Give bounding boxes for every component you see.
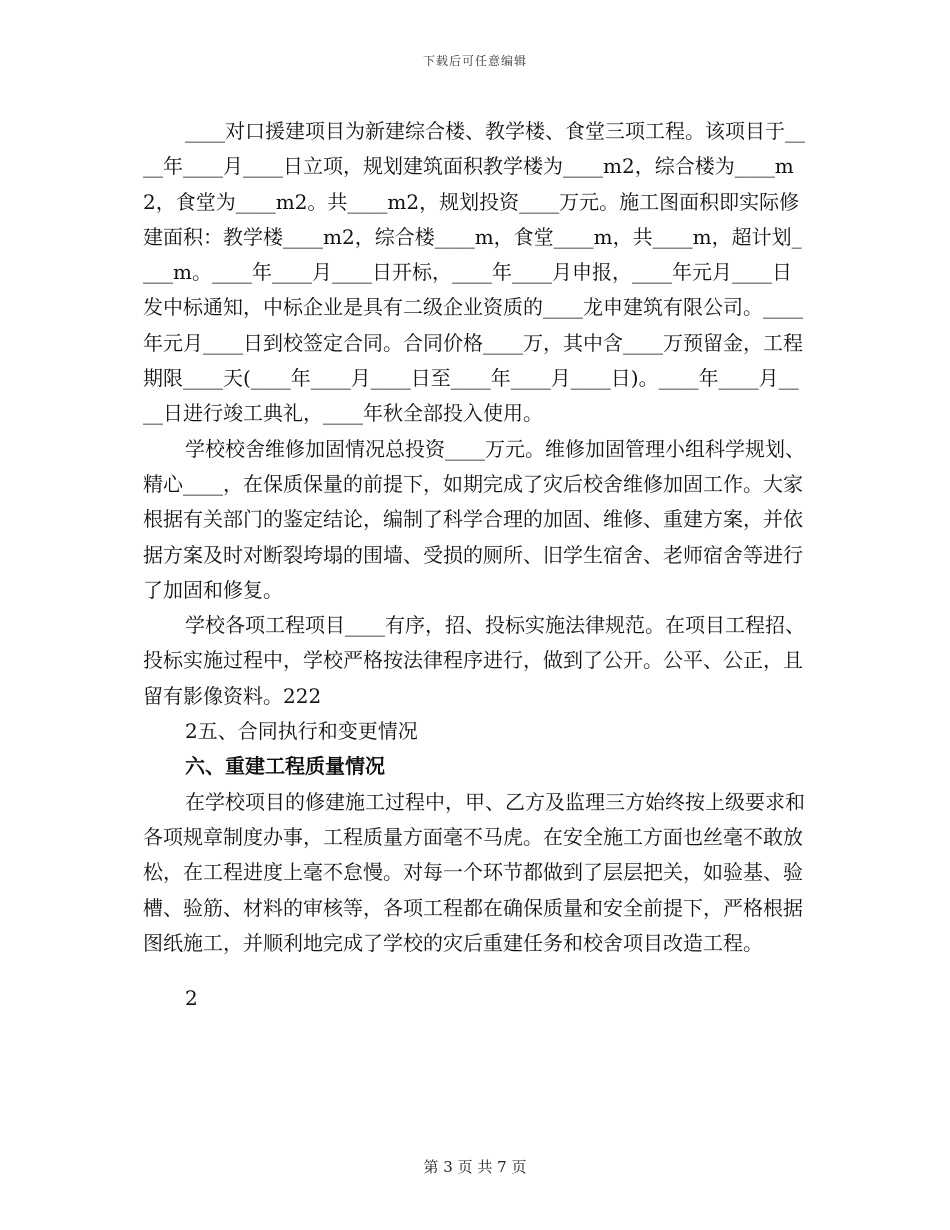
paragraph-bidding: 学校各项工程项目____有序，招、投标实施法律规范。在项目工程招、投标实施过程中，学校严格按法律程序进行，做到了公开。公平、公正，且留有影像资料。222 [143,613,805,708]
paragraph-project-overview: ____对口援建项目为新建综合楼、教学楼、食堂三项工程。该项目于____年____月____日立项，规划建筑面积教学楼为____m2，综合楼为____m2，食堂为____m2。共____m2，规划投资____万元。施工图面积即实际修建面积：教学楼____m2，综合楼____m，食堂____m，共____m，超计划____m。____年____月____日开标，____年____月申报，____年元月____日发中标通知，中标企业是具有二级企业资质的____龙申建筑有限公司。____年元月____日到校签定合同。合同价格____万，其中含____万预留金，工程期限____天(____年____月____日至____年____月____日)。____年____月____日进行竣工典礼，____年秋全部投入使用。 [143,119,805,426]
section-heading-5: 2五、合同执行和变更情况 [185,719,418,744]
page-footer: 第 3 页 共 7 页 [423,1158,527,1176]
document-body [143,114,807,1016]
paragraph-maintenance: 学校校舍维修加固情况总投资____万元。维修加固管理小组科学规划、精心____，在保质保量的前提下，如期完成了灾后校舍维修加固工作。大家根据有关部门的鉴定结论，编制了科学合理的加固、维修、重建方案，并依据方案及时对断裂垮塌的围墙、受损的厕所、旧学生宿舍、老师宿舍等进行了加固和修复。 [143,436,805,602]
paragraph-quality: 在学校项目的修建施工过程中，甲、乙方及监理三方始终按上级要求和各项规章制度办事，工程质量方面毫不马虎。在安全施工方面也丝毫不敢放松，在工程进度上毫不怠慢。对每一个环节都做到了层层把关，如验基、验槽、验筋、材料的审核等，各项工程都在确保质量和安全前提下，严格根据图纸施工，并顺利地完成了学校的灾后重建任务和校舍项目改造工程。 [143,789,805,955]
paragraph-number: 2 [185,986,198,1011]
page-header: 下载后可任意编辑 [422,54,527,68]
section-heading-6: 六、重建工程质量情况 [185,754,385,779]
